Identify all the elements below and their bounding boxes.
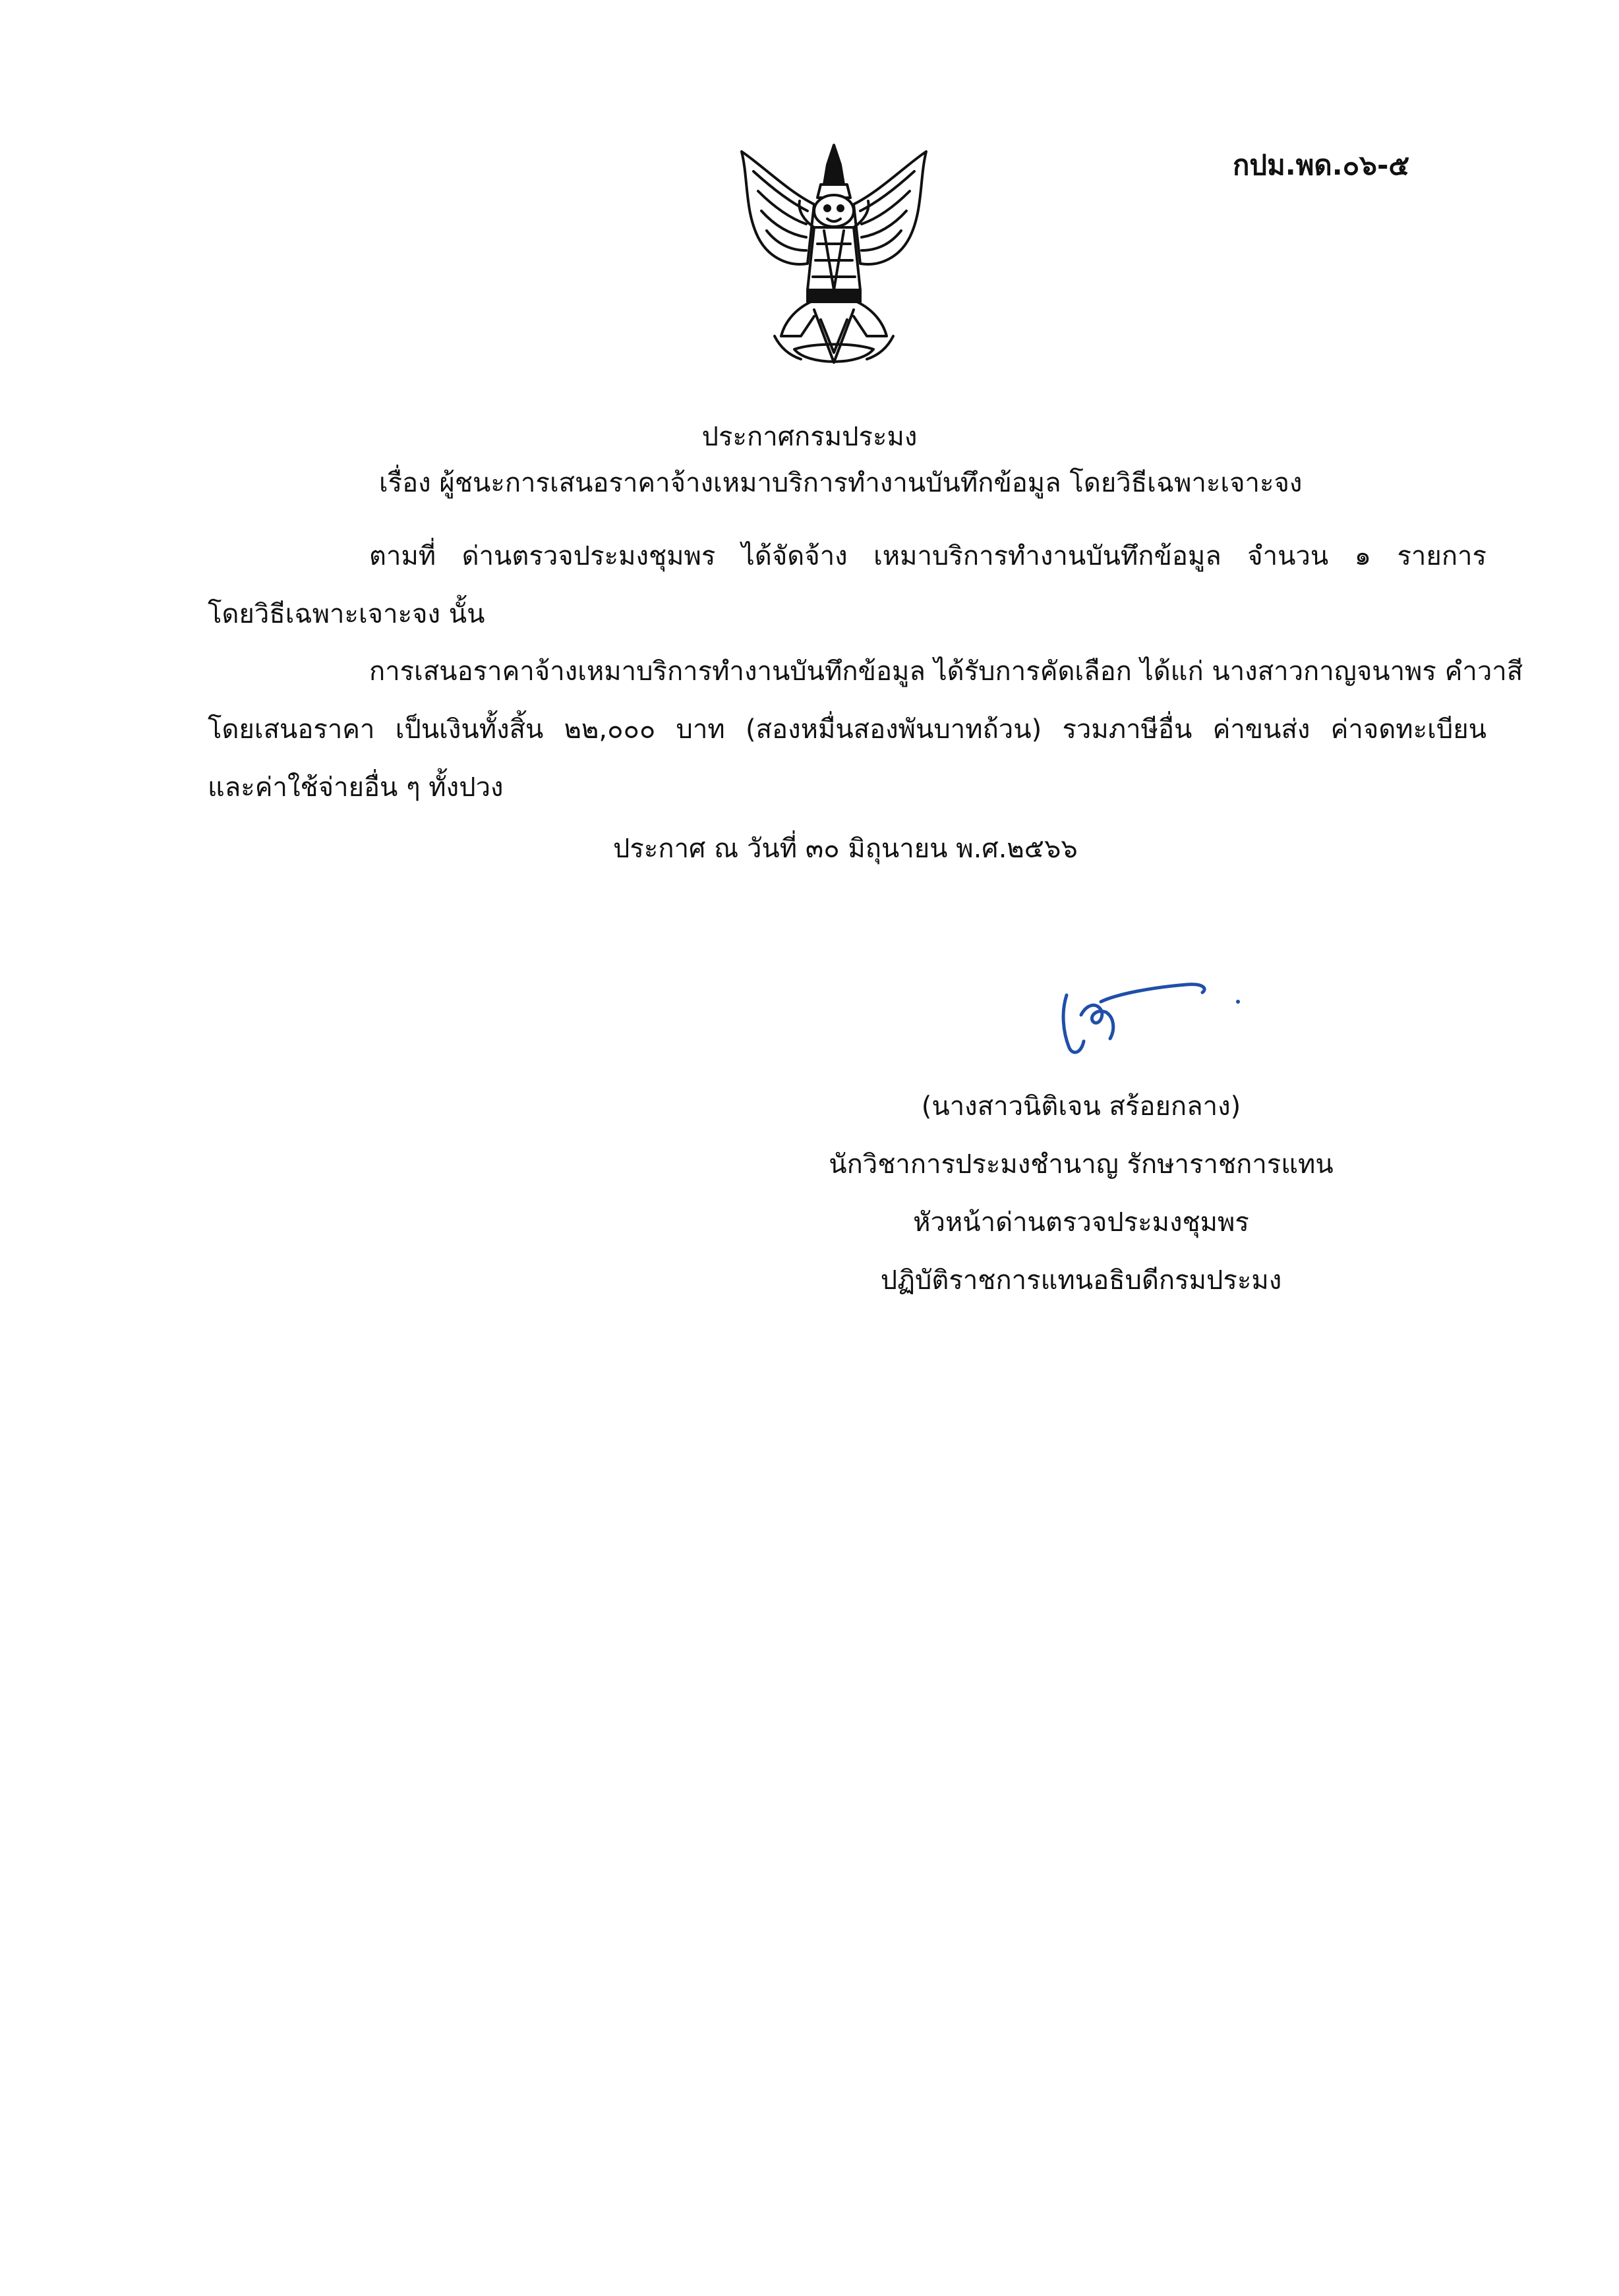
announcement-date: ประกาศ ณ วันที่ ๓๐ มิถุนายน พ.ศ.๒๕๖๖ bbox=[613, 834, 1078, 864]
signatory-position: นักวิชาการประมงชำนาญ รักษาราชการแทน bbox=[829, 1149, 1334, 1180]
paragraph-line: และค่าใช้จ่ายอื่น ๆ ทั้งปวง bbox=[208, 772, 504, 803]
signature-block bbox=[791, 1077, 1371, 1309]
paragraph-line: การเสนอราคาจ้างเหมาบริการทำงานบันทึกข้อมูล ได้รับการคัดเลือก ได้แก่ นางสาวกาญจนาพร คำวาสี bbox=[369, 656, 1523, 687]
signature-icon bbox=[1055, 975, 1246, 1068]
signatory-name: (นางสาวนิติเจน สร้อยกลาง) bbox=[921, 1091, 1241, 1122]
document-code: กปม.พด.๐๖-๕ bbox=[1233, 149, 1410, 181]
paragraph-line: โดยวิธีเฉพาะเจาะจง นั้น bbox=[208, 599, 485, 629]
paragraph-procurement bbox=[208, 527, 1487, 643]
announcement-subject: เรื่อง ผู้ชนะการเสนอราคาจ้างเหมาบริการทำงานบันทึกข้อมูล โดยวิธีเฉพาะเจาะจง bbox=[379, 468, 1303, 498]
signatory-position: หัวหน้าด่านตรวจประมงชุมพร bbox=[913, 1207, 1249, 1238]
announcement-title: ประกาศกรมประมง bbox=[701, 422, 918, 452]
signatory-position: ปฏิบัติราชการแทนอธิบดีกรมประมง bbox=[880, 1265, 1282, 1296]
paragraph-line: โดยเสนอราคา เป็นเงินทั้งสิ้น ๒๒,๐๐๐ บาท (สองหมื่นสองพันบาทถ้วน) รวมภาษีอื่น ค่าขนส่ง ค่าจดทะเบียน bbox=[208, 714, 1487, 745]
paragraph-line: ตามที่ ด่านตรวจประมงชุมพร ได้จัดจ้าง เหมาบริการทำงานบันทึกข้อมูล จำนวน ๑ รายการ bbox=[369, 541, 1487, 571]
garuda-emblem-icon bbox=[728, 138, 939, 376]
paragraph-winner bbox=[208, 643, 1523, 817]
